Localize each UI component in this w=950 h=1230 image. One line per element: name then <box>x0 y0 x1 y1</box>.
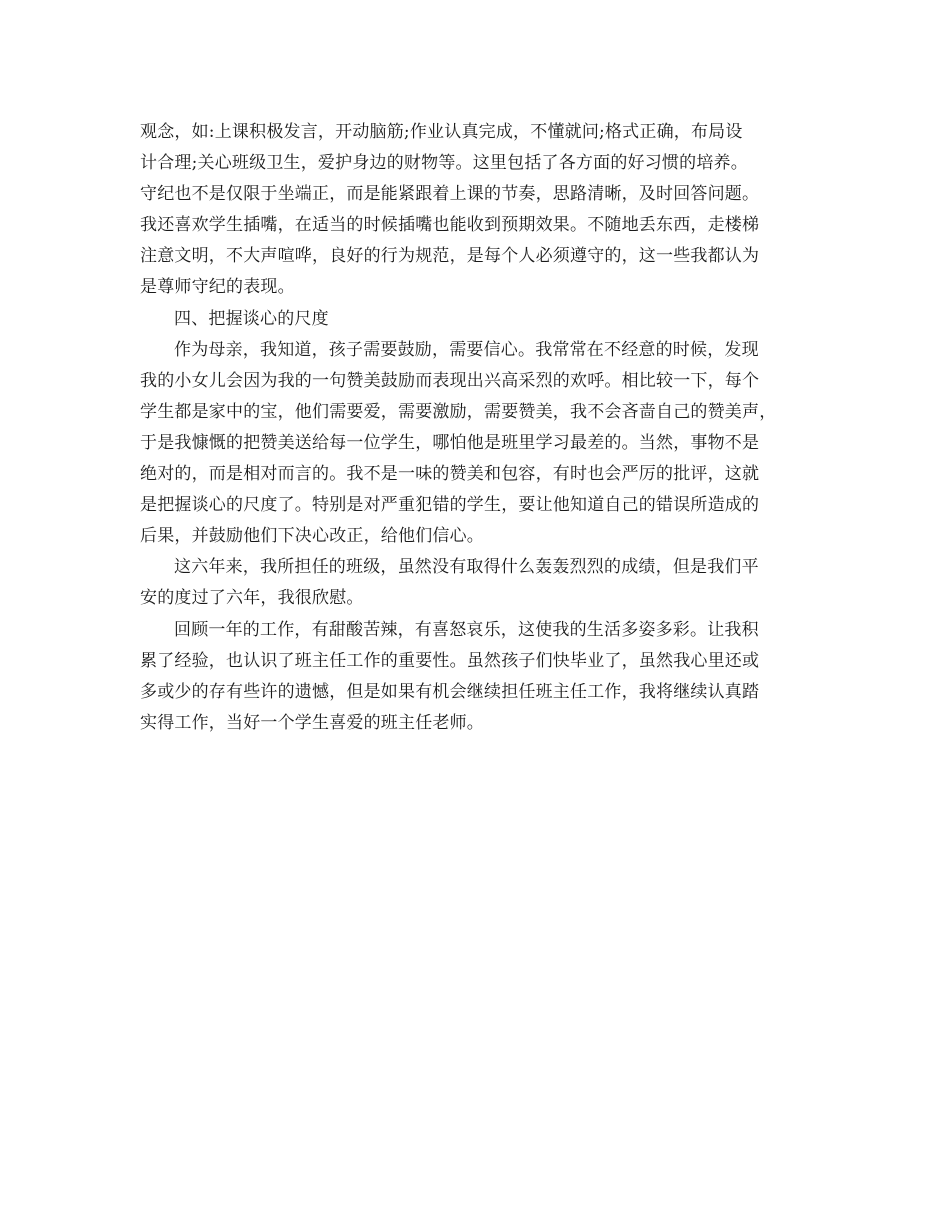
text-line: 是把握谈心的尺度了。特别是对严重犯错的学生，要让他知道自己的错误所造成的 <box>140 495 760 516</box>
text-line: 安的度过了六年，我很欣慰。 <box>140 588 364 609</box>
text-line: 绝对的，而是相对而言的。我不是一味的赞美和包容，有时也会严厉的批评，这就 <box>140 464 760 485</box>
text-line: 是尊师守纪的表现。 <box>140 277 295 298</box>
text-line: 守纪也不是仅限于坐端正，而是能紧跟着上课的节奏，思路清晰，及时回答问题。 <box>140 184 760 205</box>
text-line: 多或少的存有些许的遗憾，但是如果有机会继续担任班主任工作，我将继续认真踏 <box>140 681 760 702</box>
text-line: 学生都是家中的宝，他们需要爱，需要激励，需要赞美，我不会吝啬自己的赞美声， <box>140 401 777 422</box>
text-line: 后果，并鼓励他们下决心改正，给他们信心。 <box>140 526 484 547</box>
text-line: 累了经验，也认识了班主任工作的重要性。虽然孩子们快毕业了，虽然我心里还或 <box>140 650 760 671</box>
text-line: 我还喜欢学生插嘴，在适当的时候插嘴也能收到预期效果。不随地丢东西，走楼梯 <box>140 215 760 236</box>
paragraph-start-line: 作为母亲，我知道，孩子需要鼓励，需要信心。我常常在不经意的时候，发现 <box>174 339 759 360</box>
text-line: 实得工作，当好一个学生喜爱的班主任老师。 <box>140 712 484 733</box>
text-line: 于是我慷慨的把赞美送给每一位学生，哪怕他是班里学习最差的。当然，事物不是 <box>140 432 760 453</box>
text-line: 注意文明，不大声喧哗，良好的行为规范，是每个人必须遵守的，这一些我都认为 <box>140 246 760 267</box>
body-text <box>140 117 812 739</box>
text-line: 观念，如:上课积极发言，开动脑筋;作业认真完成，不懂就问;格式正确，布局设 <box>140 122 743 142</box>
text-line: 计合理;关心班级卫生，爱护身边的财物等。这里包括了各方面的好习惯的培养。 <box>140 153 748 174</box>
paragraph-start-line: 回顾一年的工作，有甜酸苦辣，有喜怒哀乐，这使我的生活多姿多彩。让我积 <box>174 619 759 640</box>
text-line: 我的小女儿会因为我的一句赞美鼓励而表现出兴高采烈的欢呼。相比较一下，每个 <box>140 370 760 391</box>
section-heading: 四、把握谈心的尺度 <box>174 308 329 329</box>
paragraph-start-line: 这六年来，我所担任的班级，虽然没有取得什么轰轰烈烈的成绩，但是我们平 <box>174 557 759 578</box>
